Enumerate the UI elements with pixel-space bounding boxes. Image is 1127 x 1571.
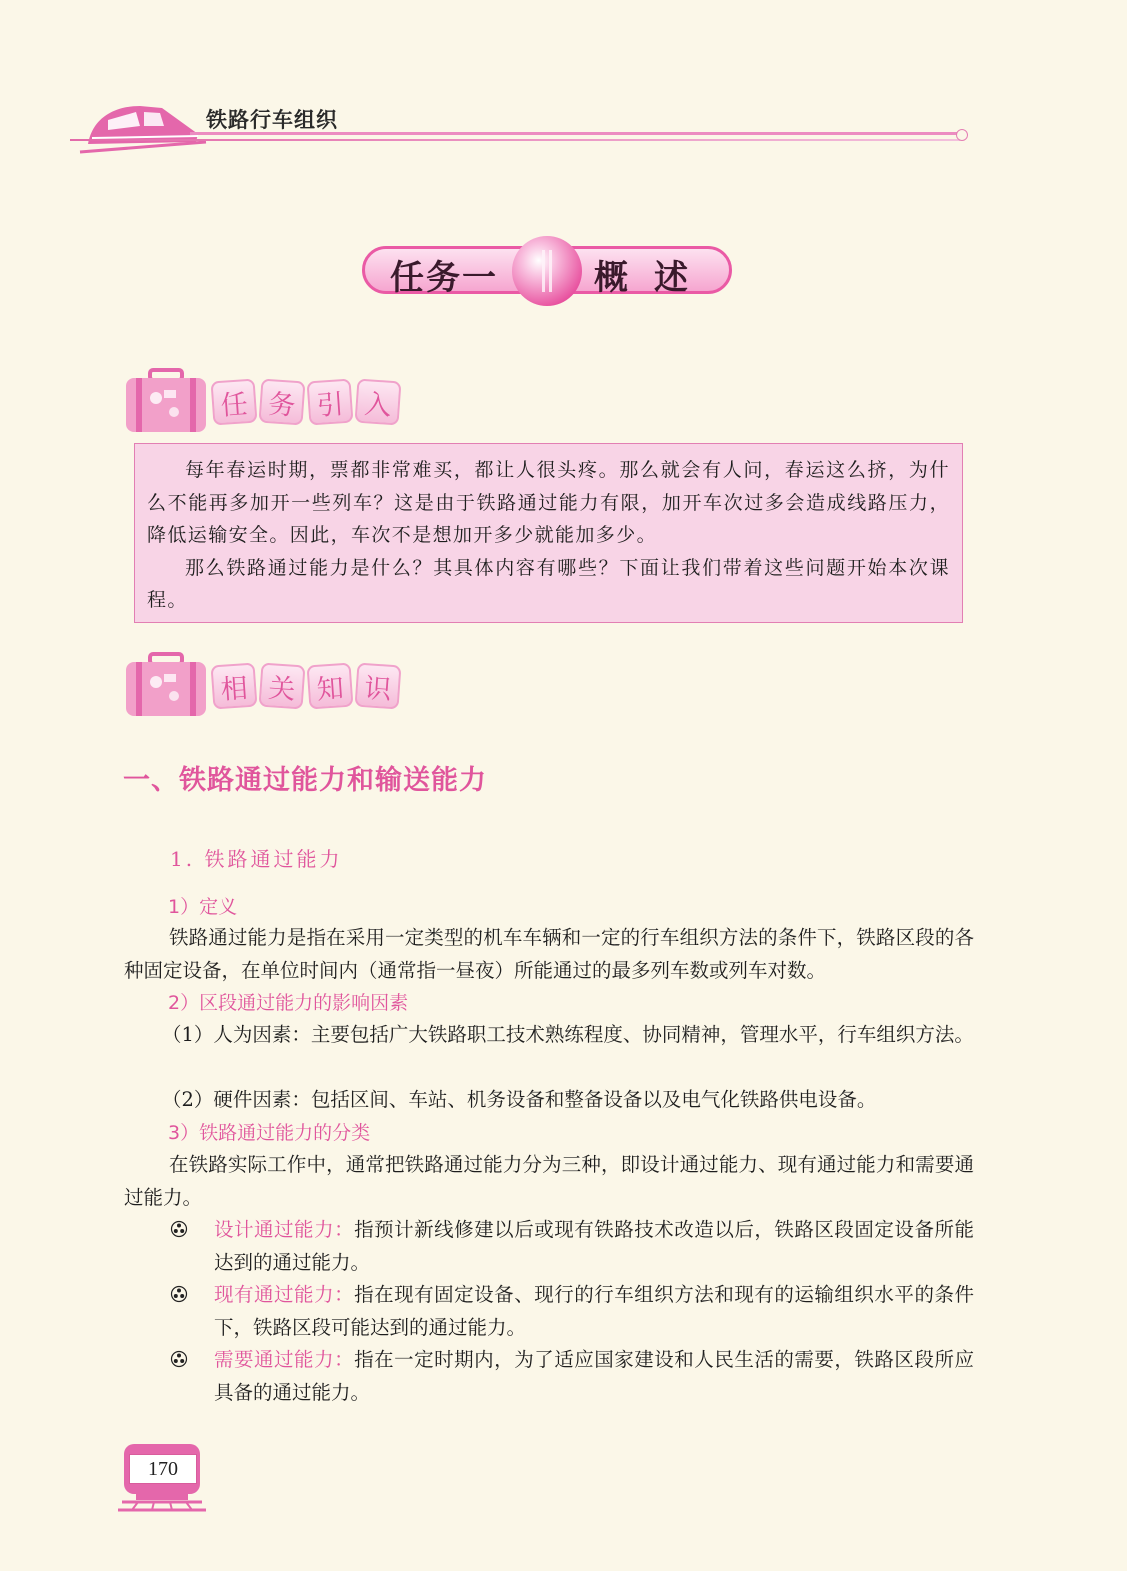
paragraph-factor-hardware: （2）硬件因素：包括区间、车站、机务设备和整备设备以及电气化铁路供电设备。 (162, 1088, 877, 1111)
intro-paragraph: 那么铁路通过能力是什么？其具体内容有哪些？下面让我们带着这些问题开始本次课程。 (147, 556, 950, 611)
heading-level-1: 一、铁路通过能力和输送能力 (123, 765, 487, 796)
header-ornament-icon (956, 129, 968, 141)
heading-level-2: 1. 铁路通过能力 (170, 847, 343, 871)
paragraph-classification: 在铁路实际工作中，通常把铁路通过能力分为三种，即设计通过能力、现有通过能力和需要通过能力。 (124, 1153, 974, 1209)
paragraph-factor-human: （1）人为因素：主要包括广大铁路职工技术熟练程度、协同精神，管理水平，行车组织方法。 (162, 1023, 974, 1046)
train-logo-icon (78, 98, 208, 158)
paragraph-definition: 铁路通过能力是指在采用一定类型的机车车辆和一定的行车组织方法的条件下，铁路区段的各种固定设备，在单位时间内（通常指一昼夜）所能通过的最多列车数或列车对数。 (124, 926, 974, 982)
header-rule (190, 132, 960, 135)
task-number: 任务一 (390, 258, 498, 298)
heading-classification: 3）铁路通过能力的分类 (168, 1122, 371, 1144)
trefoil-bullet-icon (170, 1285, 188, 1303)
title-tile: 知 (307, 663, 354, 710)
task-name: 概述 (594, 258, 714, 298)
title-tile: 引 (307, 379, 354, 426)
list-item (170, 1279, 974, 1344)
page-number-badge (118, 1440, 206, 1512)
bullet-text: 指在现有固定设备、现行的行车组织方法和现有的运输组织水平的条件下，铁路区段可能达到的通过能力。 (214, 1283, 974, 1339)
list-item (170, 1214, 974, 1279)
suitcase-icon (124, 368, 208, 434)
bullet-term: 需要通过能力： (214, 1348, 355, 1371)
section-title-intro (212, 380, 400, 424)
bullet-text: 指预计新线修建以后或现有铁路技术改造以后，铁路区段固定设备所能达到的通过能力。 (214, 1218, 974, 1274)
section-title-knowledge (212, 664, 400, 708)
list-item (170, 1344, 974, 1409)
intro-box (134, 443, 963, 623)
suitcase-icon (124, 652, 208, 718)
title-tile: 识 (355, 663, 402, 710)
bullet-term: 设计通过能力： (214, 1218, 355, 1241)
section-banner-knowledge (124, 652, 424, 722)
title-tile: 任 (211, 379, 258, 426)
heading-definition: 1）定义 (168, 896, 238, 918)
bullet-term: 现有通过能力： (214, 1283, 355, 1306)
header-title: 铁路行车组织 (206, 108, 338, 132)
title-tile: 关 (259, 663, 306, 710)
heading-factors: 2）区段通过能力的影响因素 (168, 992, 409, 1014)
trefoil-bullet-icon (170, 1220, 188, 1238)
page-number: 170 (129, 1454, 197, 1484)
title-tile: 务 (259, 379, 306, 426)
task-title (362, 240, 732, 302)
title-tile: 相 (211, 663, 258, 710)
bullet-text: 指在一定时期内，为了适应国家建设和人民生活的需要，铁路区段所应具备的通过能力。 (214, 1348, 974, 1404)
intro-paragraph: 每年春运时期，票都非常难买，都让人很头疼。那么就会有人问，春运这么挤，为什么不能再多加开一些列车？这是由于铁路通过能力有限，加开车次过多会造成线路压力，降低运输安全。因此，车次不是想加开多少就能加多少。 (147, 459, 950, 546)
task-ball-icon (512, 236, 582, 306)
section-banner-intro (124, 368, 424, 438)
title-tile: 入 (355, 379, 402, 426)
page-header (70, 92, 980, 162)
trefoil-bullet-icon (170, 1350, 188, 1368)
header-rule-lower (70, 139, 960, 141)
